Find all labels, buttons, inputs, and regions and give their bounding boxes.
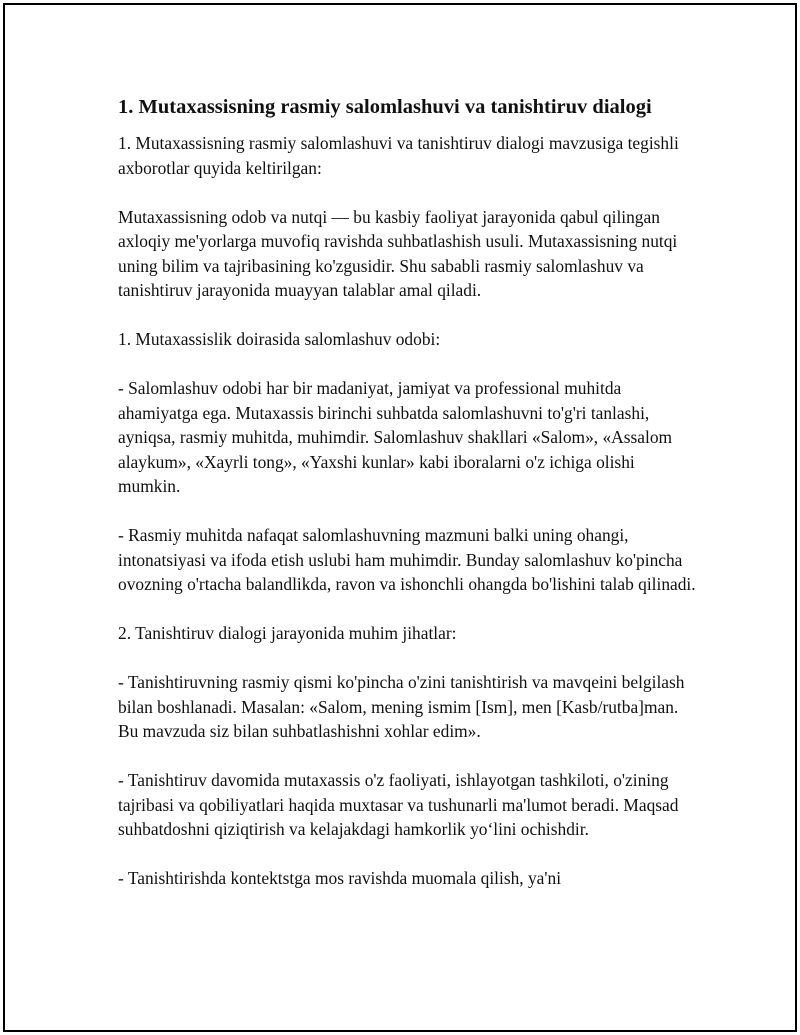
introduction-point-3: - Tanishtirishda kontektstga mos ravishda muomala qilish, ya'ni: [118, 868, 562, 888]
introduction-point-1: - Tanishtiruvning rasmiy qismi ko'pincha o'zini tanishtirish va mavqeini belgilash bilan boshlanadi. Masalan: «Salom, mening ismim [Ism], men [Kasb/rutba]man. Bu mavzuda siz bilan suhbatlashishni xohlar edim».: [118, 672, 685, 741]
section-heading-introduction: 2. Tanishtiruv dialogi jarayonida muhim jihatlar:: [118, 623, 457, 643]
section-heading-greeting: 1. Mutaxassislik doirasida salomlashuv odobi:: [118, 329, 441, 349]
intro-paragraph: 1. Mutaxassisning rasmiy salomlashuvi va tanishtiruv dialogi mavzusiga tegishli axborotlar quyida keltirilgan:: [118, 133, 679, 178]
greeting-point-1: - Salomlashuv odobi har bir madaniyat, jamiyat va professional muhitda ahamiyatga ega. Mutaxassis birinchi suhbatda salomlashuvni to'g'ri tanlashi, ayniqsa, rasmiy muhitda, muhimdir. Salomlashuv shakllari «Salom», «Assalom alaykum», «Xayrli tong», «Yaxshi kunlar» kabi iboralarni o'z ichiga olishi mumkin.: [118, 378, 673, 496]
definition-paragraph: Mutaxassisning odob va nutqi — bu kasbiy faoliyat jarayonida qabul qilingan axloqiy me'yorlarga muvofiq ravishda suhbatlashish usuli. Mutaxassisning nutqi uning bilim va tajribasining ko'zgusidir. Shu sababli rasmiy salomlashuv va tanishtiruv jarayonida muayyan talablar amal qiladi.: [118, 206, 678, 300]
document-body: [118, 94, 698, 915]
introduction-point-2: - Tanishtiruv davomida mutaxassis o'z faoliyati, ishlayotgan tashkiloti, o'zining tajribasi va qobiliyatlari haqida muxtasar va tushunarli ma'lumot beradi. Maqsad suhbatdoshni qiziqtirish va kelajakdagi hamkorlik yo‘lini ochishdir.: [118, 770, 679, 839]
document-title: 1. Mutaxassisning rasmiy salomlashuvi va tanishtiruv dialogi: [118, 96, 652, 118]
greeting-point-2: - Rasmiy muhitda nafaqat salomlashuvning mazmuni balki uning ohangi, intonatsiyasi va ifoda etish uslubi ham muhimdir. Bunday salomlashuv ko'pincha ovozning o'rtacha balandlikda, ravon va ishonchli ohangda bo'lishini talab qilinadi.: [118, 525, 696, 594]
